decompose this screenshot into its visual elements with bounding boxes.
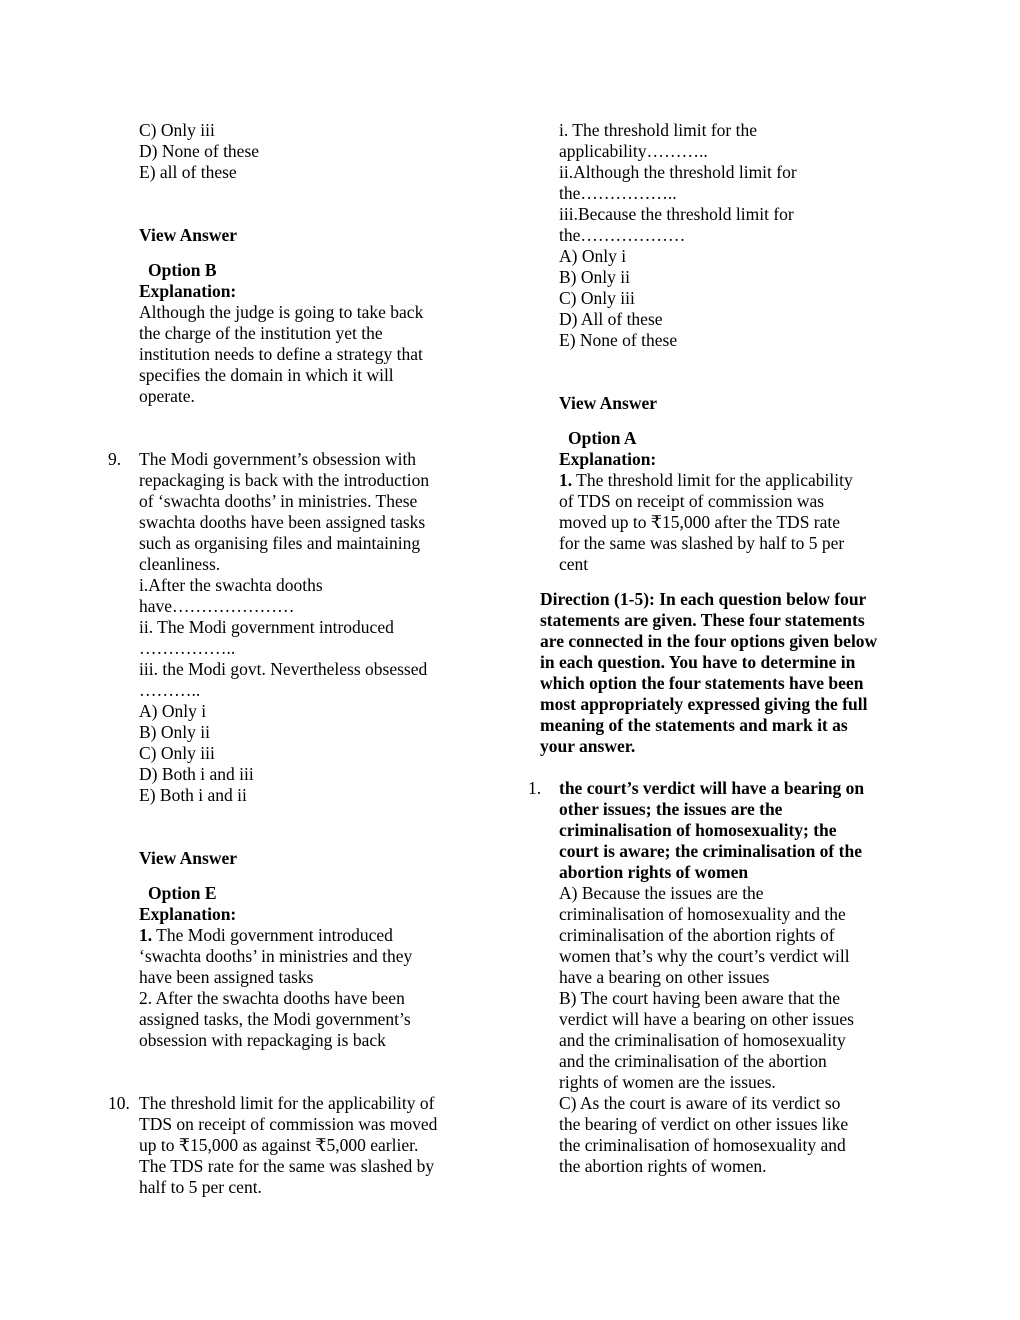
q8-explanation: [139, 302, 469, 407]
q10-option-d[interactable]: D) All of these: [559, 309, 663, 329]
explanation-line: assigned tasks, the Modi government’s: [139, 1009, 411, 1029]
explanation-line: of TDS on receipt of commission was: [559, 491, 825, 511]
q8-view-answer-link[interactable]: View Answer: [139, 225, 238, 245]
q1-option-c[interactable]: C) As the court is aware of its verdict so: [559, 1093, 841, 1113]
direction-line: meaning of the statements and mark it as: [540, 715, 848, 735]
point-text: The Modi government introduced: [152, 925, 393, 945]
question-line: The TDS rate for the same was slashed by: [139, 1156, 435, 1176]
q1-option-line: the bearing of verdict on other issues like: [559, 1114, 849, 1134]
statement-line: ii.Although the threshold limit for: [559, 162, 797, 182]
explanation-line: [559, 470, 904, 491]
question-line: up to ₹15,000 as against ₹5,000 earlier.: [139, 1135, 419, 1155]
point-text: The threshold limit for the applicability: [572, 470, 853, 490]
question-line: half to 5 per cent.: [139, 1177, 262, 1197]
q8-explanation-label: Explanation:: [139, 281, 237, 301]
q10-view-answer-link[interactable]: View Answer: [559, 393, 658, 413]
explanation-line: specifies the domain in which it will: [139, 365, 394, 385]
q1-option-line: women that’s why the court’s verdict will: [559, 946, 850, 966]
explanation-line: moved up to ₹15,000 after the TDS rate: [559, 512, 841, 532]
statement-line: ii. The Modi government introduced: [139, 617, 394, 637]
question-line: TDS on receipt of commission was moved: [139, 1114, 438, 1134]
question-number: 9.: [108, 449, 122, 469]
q10-option-e[interactable]: E) None of these: [559, 330, 678, 350]
q1-option-line: criminalisation of the abortion rights of: [559, 925, 835, 945]
q8-options: [139, 120, 469, 183]
direction-line: are connected in the four options given below: [540, 631, 878, 651]
q1-option-line: have a bearing on other issues: [559, 967, 770, 987]
statement-line: ………..: [139, 680, 201, 700]
question-line: swachta dooths have been assigned tasks: [139, 512, 426, 532]
q10-statements: [559, 120, 904, 246]
q1-option-line: and the criminalisation of the abortion: [559, 1051, 827, 1071]
q9-option-c[interactable]: C) Only iii: [139, 743, 215, 763]
explanation-line: institution needs to define a strategy that: [139, 344, 423, 364]
explanation-line: have been assigned tasks: [139, 967, 314, 987]
statement-line: the……………..: [559, 183, 677, 203]
question-line: of ‘swachta dooths’ in ministries. These: [139, 491, 418, 511]
explanation-line: Although the judge is going to take back: [139, 302, 424, 322]
question-number: 10.: [108, 1093, 130, 1113]
q10-option-b[interactable]: B) Only ii: [559, 267, 630, 287]
statement-line: i. The threshold limit for the: [559, 120, 757, 140]
statement-line: have…………………: [139, 596, 295, 616]
explanation-line: operate.: [139, 386, 195, 406]
direction-line: your answer.: [540, 736, 636, 756]
statement-line: applicability………..: [559, 141, 708, 161]
explanation-line: cent: [559, 554, 589, 574]
direction-line: Direction (1-5): In each question below four: [540, 589, 867, 609]
q1-option-line: the criminalisation of homosexuality and: [559, 1135, 846, 1155]
q10-explanation-label: Explanation:: [559, 449, 657, 469]
explanation-line: for the same was slashed by half to 5 per: [559, 533, 845, 553]
q9-option-e[interactable]: E) Both i and ii: [139, 785, 247, 805]
question-line: abortion rights of women: [559, 862, 749, 882]
q9-explanation-label: Explanation:: [139, 904, 237, 924]
question-line: The threshold limit for the applicability of: [139, 1093, 435, 1113]
q8-answer-option: Option B: [148, 260, 217, 280]
point-number: 1.: [559, 470, 573, 490]
q1-option-line: criminalisation of homosexuality and the: [559, 904, 846, 924]
q9-answer-option: Option E: [148, 883, 217, 903]
q10-option-c[interactable]: C) Only iii: [559, 288, 635, 308]
question-line: such as organising files and maintaining: [139, 533, 421, 553]
q9-option-a[interactable]: A) Only i: [139, 701, 207, 721]
question-line: The Modi government’s obsession with: [139, 449, 417, 469]
point-number: 1.: [139, 925, 153, 945]
q9-option-b[interactable]: B) Only ii: [139, 722, 210, 742]
direction-line: statements are given. These four statements: [540, 610, 865, 630]
explanation-line: ‘swachta dooths’ in ministries and they: [139, 946, 413, 966]
explanation-line: 2. After the swachta dooths have been: [139, 988, 405, 1008]
statement-line: iii. the Modi govt. Nevertheless obsessed: [139, 659, 428, 679]
q8-option-c[interactable]: C) Only iii: [139, 120, 215, 140]
statement-line: the………………: [559, 225, 686, 245]
question-line: the court’s verdict will have a bearing on: [559, 778, 865, 798]
q1-option-b[interactable]: B) The court having been aware that the: [559, 988, 841, 1008]
question-10: [108, 1093, 469, 1198]
q8-option-e[interactable]: E) all of these: [139, 162, 237, 182]
q1-option-line: verdict will have a bearing on other issues: [559, 1009, 854, 1029]
direction-line: in each question. You have to determine in: [540, 652, 856, 672]
explanation-line: [139, 925, 469, 946]
q8-option-d[interactable]: D) None of these: [139, 141, 260, 161]
statement-line: i.After the swachta dooths: [139, 575, 323, 595]
q1-option-line: rights of women are the issues.: [559, 1072, 776, 1092]
question-1: [528, 778, 904, 1177]
q9-option-d[interactable]: D) Both i and iii: [139, 764, 254, 784]
q1-option-a[interactable]: A) Because the issues are the: [559, 883, 764, 903]
question-line: repackaging is back with the introduction: [139, 470, 430, 490]
q10-option-a[interactable]: A) Only i: [559, 246, 627, 266]
q1-option-line: and the criminalisation of homosexuality: [559, 1030, 846, 1050]
question-9: [108, 449, 469, 1051]
question-line: criminalisation of homosexuality; the: [559, 820, 837, 840]
question-number: 1.: [528, 778, 542, 798]
statement-line: ……………..: [139, 638, 236, 658]
direction-line: which option the four statements have been: [540, 673, 864, 693]
question-line: other issues; the issues are the: [559, 799, 783, 819]
left-column: [108, 120, 469, 1198]
q10-answer-option: Option A: [568, 428, 637, 448]
question-line: cleanliness.: [139, 554, 221, 574]
q9-view-answer-link[interactable]: View Answer: [139, 848, 238, 868]
statement-line: iii.Because the threshold limit for: [559, 204, 794, 224]
direction-block: [540, 589, 904, 757]
q1-option-line: the abortion rights of women.: [559, 1156, 767, 1176]
explanation-line: obsession with repackaging is back: [139, 1030, 386, 1050]
right-column: [528, 120, 904, 1177]
question-line: court is aware; the criminalisation of the: [559, 841, 862, 861]
explanation-line: the charge of the institution yet the: [139, 323, 383, 343]
direction-line: most appropriately expressed giving the full: [540, 694, 868, 714]
